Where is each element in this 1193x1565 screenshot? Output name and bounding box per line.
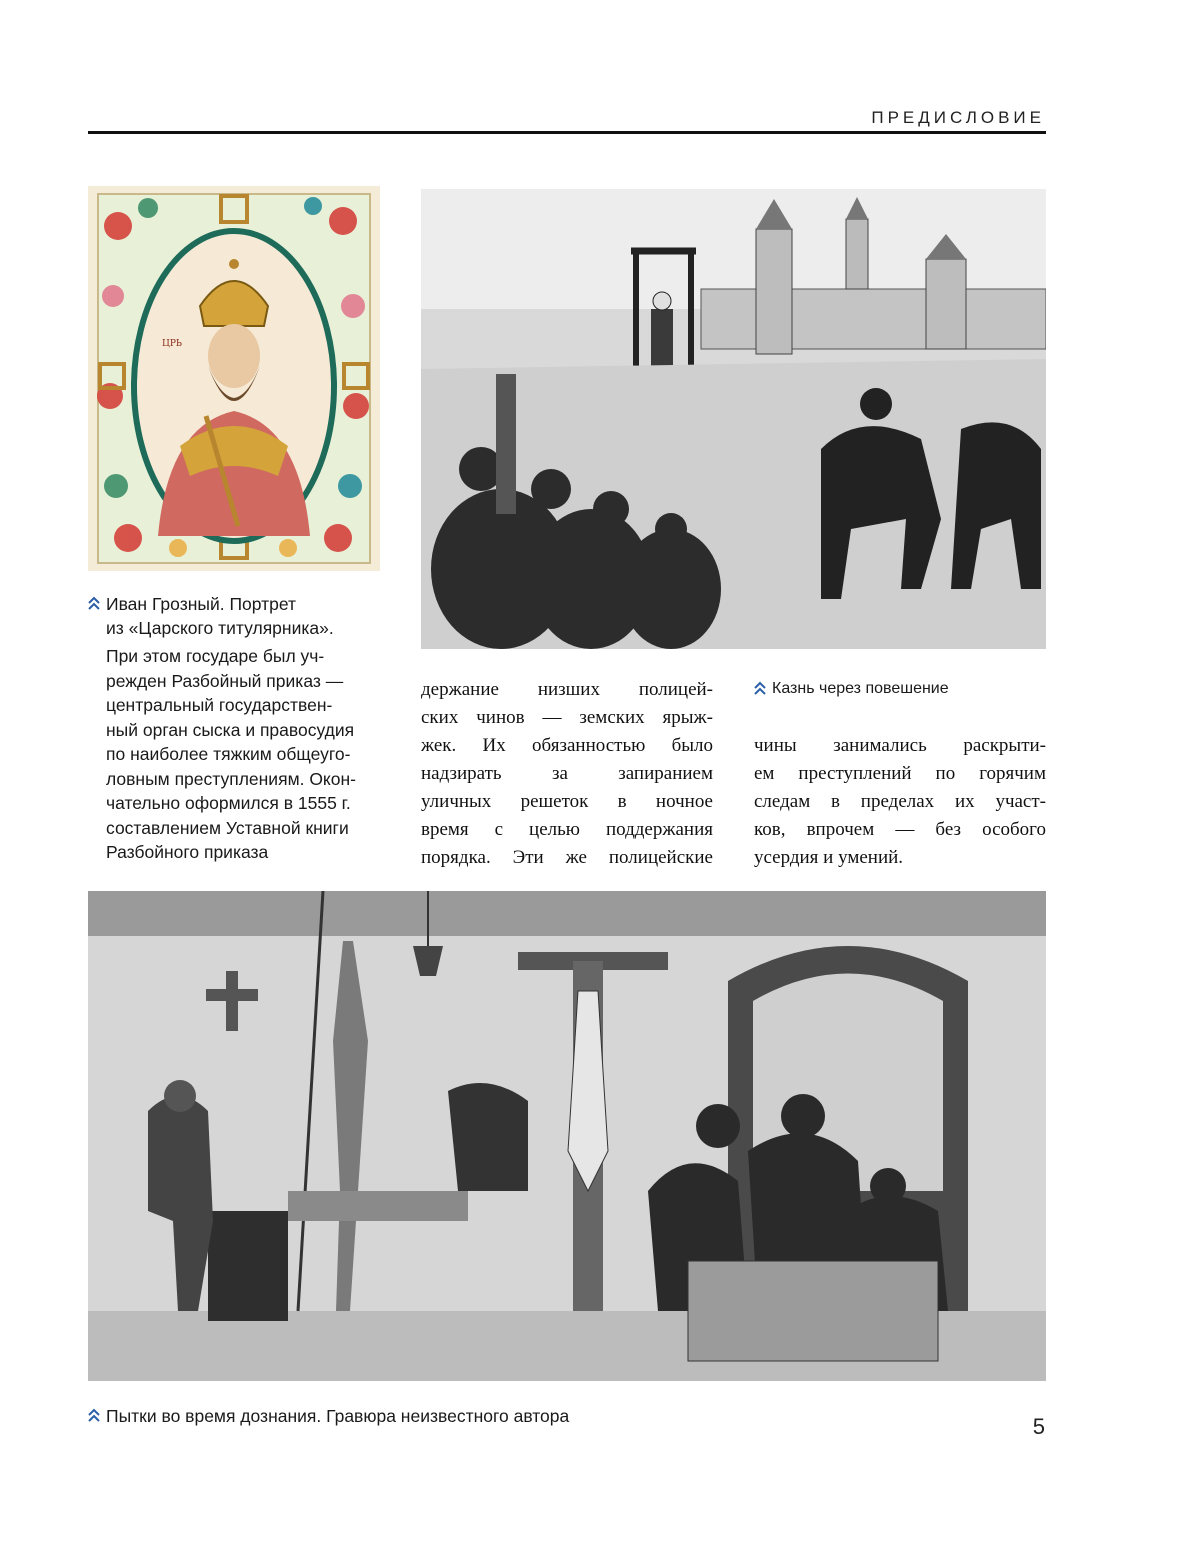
body-line: порядка. Эти же полицейские <box>421 847 713 868</box>
body-column-2 <box>754 732 1046 872</box>
svg-text:ЦРЬ: ЦРЬ <box>162 339 182 349</box>
side-note-line: по наиболее тяжким общеуго- <box>106 744 351 764</box>
side-note-line: ный орган сыска и правосудия <box>106 719 355 740</box>
torture-caption-text: Пытки во время дознания. Гравюра неизвестного автора <box>106 1406 570 1426</box>
body-line: надзирать за запиранием <box>421 763 713 784</box>
portrait-illustration <box>88 186 380 571</box>
body-line: чины занимались раскрыти- <box>754 735 1046 756</box>
body-line: ских чинов — земских ярыж- <box>421 707 713 728</box>
side-note-line: чательно оформился в 1555 г. <box>106 793 351 813</box>
chevron-up-icon <box>88 1407 100 1423</box>
portrait-caption-line-1: Иван Грозный. Портрет <box>106 594 297 614</box>
side-note-line: Разбойного приказа <box>106 842 269 862</box>
side-note-line: центральный государствен- <box>106 695 333 715</box>
body-column-1 <box>421 676 713 872</box>
body-line: уличных решеток в ночное <box>421 791 713 812</box>
portrait-caption-line-2: из «Царского титулярника». <box>106 618 334 638</box>
side-note <box>106 644 378 865</box>
execution-engraving <box>421 189 1046 649</box>
body-line: ков, впрочем — без особого <box>754 819 1046 840</box>
chevron-up-icon <box>754 680 766 696</box>
side-note-line: ловным преступлениям. Окон- <box>106 768 357 789</box>
execution-caption-text: Казнь через повешение <box>772 680 949 697</box>
side-note-line: режден Разбойный приказ — <box>106 670 344 691</box>
body-line: следам в пределах их участ- <box>754 791 1046 812</box>
body-line: усердия и умений. <box>754 847 904 868</box>
section-title: ПРЕДИСЛОВИЕ <box>871 108 1045 127</box>
side-note-line: При этом государе был уч- <box>106 646 325 666</box>
torture-caption <box>88 1404 888 1428</box>
page-number: 5 <box>1032 1414 1045 1439</box>
side-note-line: составлением Уставной книги <box>106 817 349 838</box>
body-line: время с целью поддержания <box>421 819 713 840</box>
portrait-caption <box>88 592 380 640</box>
torture-engraving <box>88 891 1046 1381</box>
chevron-up-icon <box>88 595 100 611</box>
body-line: держание низших полицей- <box>421 679 713 700</box>
execution-caption <box>754 677 1046 701</box>
body-line: ем преступлений по горячим <box>754 763 1046 784</box>
body-line: жек. Их обязанностью было <box>421 735 713 756</box>
header-rule <box>88 131 1046 134</box>
